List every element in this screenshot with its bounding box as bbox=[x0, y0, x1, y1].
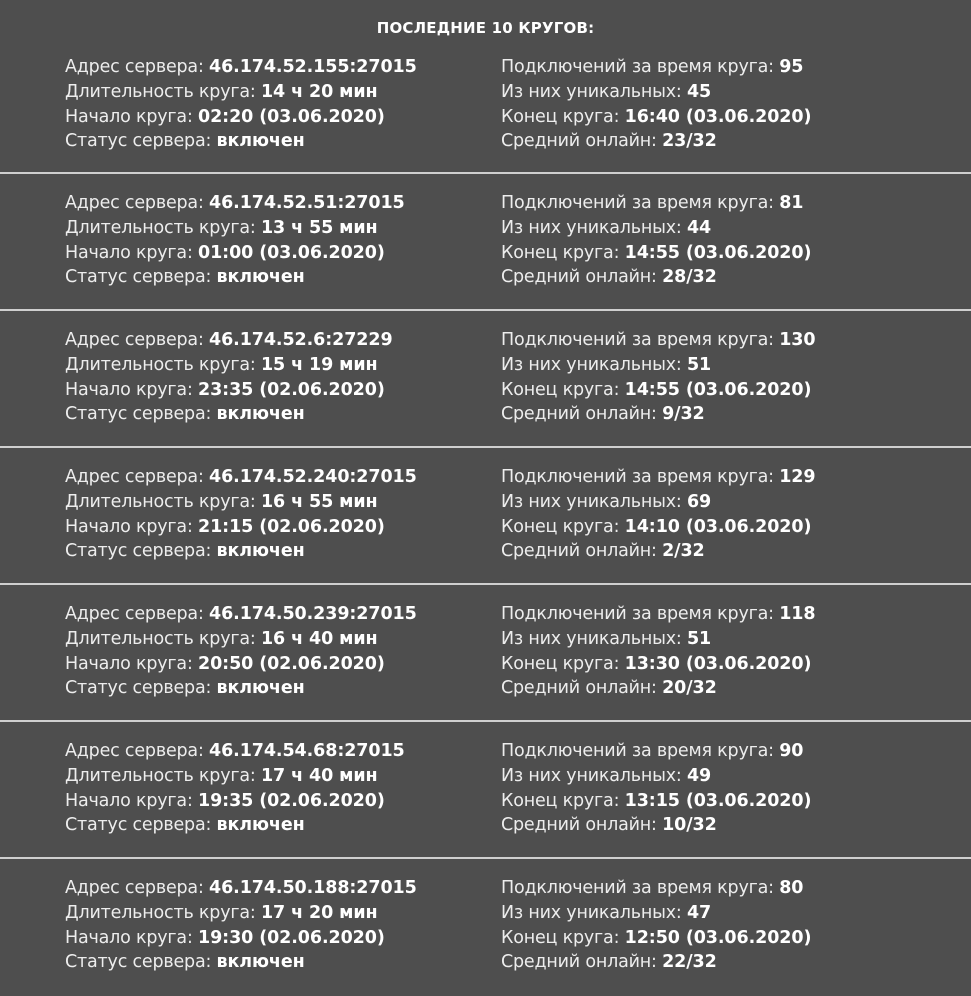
round-connections-label: Подключений за время круга: bbox=[501, 878, 780, 898]
round-end-label: Конец круга: bbox=[501, 927, 625, 948]
round-start-value: 19:30 (02.06.2020) bbox=[198, 927, 385, 948]
round-connections-row bbox=[501, 328, 815, 353]
round-duration-label: Длительность круга: bbox=[65, 491, 261, 512]
round-connections-row bbox=[501, 602, 815, 627]
round-unique-value: 51 bbox=[686, 354, 712, 375]
round-duration-row bbox=[65, 80, 417, 105]
round-unique-value: 49 bbox=[686, 765, 712, 786]
round-status-row bbox=[65, 129, 417, 154]
round-address-row bbox=[65, 191, 405, 216]
round-end-label: Конец круга: bbox=[501, 653, 625, 674]
round-connections-label: Подключений за время круга: bbox=[501, 57, 780, 77]
round-connections-value: 118 bbox=[779, 604, 816, 624]
round-status-row bbox=[65, 265, 405, 290]
round-address-row bbox=[65, 602, 417, 627]
round-unique-value: 44 bbox=[686, 217, 712, 238]
round-avg-online-value: 10/32 bbox=[662, 815, 717, 836]
round-status-value: включен bbox=[216, 678, 305, 699]
round-duration-value: 16 ч 55 мин bbox=[260, 491, 378, 512]
round-end-row bbox=[501, 105, 811, 130]
round-unique-row bbox=[501, 627, 815, 652]
round-address-label: Адрес сервера: bbox=[65, 330, 209, 350]
round-end-row bbox=[501, 378, 815, 403]
round-address-value: 46.174.54.68:27015 bbox=[209, 741, 405, 761]
round-left-column bbox=[65, 602, 417, 701]
round-unique-label: Из них уникальных: bbox=[501, 491, 687, 512]
round-avg-online-value: 9/32 bbox=[662, 404, 705, 425]
round-address-row bbox=[65, 465, 417, 490]
round-left-column bbox=[65, 328, 393, 427]
round-status-value: включен bbox=[216, 815, 305, 836]
rounds-list bbox=[0, 48, 971, 996]
round-unique-row bbox=[501, 80, 811, 105]
round-unique-value: 69 bbox=[686, 491, 712, 512]
round-left-column bbox=[65, 739, 405, 838]
round-status-value: включен bbox=[216, 404, 305, 425]
round-duration-value: 16 ч 40 мин bbox=[260, 628, 378, 649]
round-address-label: Адрес сервера: bbox=[65, 467, 209, 487]
round-end-label: Конец круга: bbox=[501, 516, 625, 537]
round-end-value: 13:15 (03.06.2020) bbox=[624, 790, 812, 811]
round-end-value: 14:55 (03.06.2020) bbox=[624, 379, 812, 400]
round-status-label: Статус сервера: bbox=[65, 404, 217, 425]
round-start-label: Начало круга: bbox=[65, 790, 199, 811]
round-address-label: Адрес сервера: bbox=[65, 741, 209, 761]
round-status-row bbox=[65, 539, 417, 564]
round-address-value: 46.174.52.155:27015 bbox=[209, 57, 417, 77]
round-right-column bbox=[501, 191, 811, 290]
round-connections-label: Подключений за время круга: bbox=[501, 741, 780, 761]
round-end-row bbox=[501, 652, 815, 677]
round-item bbox=[0, 174, 971, 311]
round-item bbox=[0, 585, 971, 722]
round-connections-row bbox=[501, 465, 815, 490]
round-end-label: Конец круга: bbox=[501, 106, 625, 127]
round-avg-online-value: 22/32 bbox=[662, 952, 717, 973]
round-right-column bbox=[501, 876, 811, 975]
round-connections-value: 130 bbox=[779, 330, 816, 350]
round-start-value: 01:00 (03.06.2020) bbox=[198, 242, 385, 263]
round-connections-value: 81 bbox=[779, 193, 804, 213]
page-title: ПОСЛЕДНИЕ 10 КРУГОВ: bbox=[376, 19, 595, 37]
round-connections-label: Подключений за время круга: bbox=[501, 467, 780, 487]
round-duration-value: 13 ч 55 мин bbox=[260, 217, 378, 238]
round-end-label: Конец круга: bbox=[501, 379, 625, 400]
round-status-label: Статус сервера: bbox=[65, 267, 217, 288]
round-left-column bbox=[65, 55, 417, 154]
round-address-label: Адрес сервера: bbox=[65, 604, 209, 624]
round-unique-row bbox=[501, 490, 815, 515]
round-address-value: 46.174.52.240:27015 bbox=[209, 467, 417, 487]
round-status-row bbox=[65, 402, 393, 427]
round-status-row bbox=[65, 676, 417, 701]
round-address-row bbox=[65, 55, 417, 80]
round-avg-online-value: 23/32 bbox=[662, 131, 717, 152]
round-start-value: 23:35 (02.06.2020) bbox=[198, 379, 385, 400]
round-end-row bbox=[501, 515, 815, 540]
round-item bbox=[0, 722, 971, 859]
round-connections-value: 80 bbox=[779, 878, 804, 898]
round-status-value: включен bbox=[216, 952, 305, 973]
round-avg-online-value: 2/32 bbox=[662, 541, 705, 562]
round-start-row bbox=[65, 789, 405, 814]
round-unique-value: 51 bbox=[686, 628, 712, 649]
round-start-row bbox=[65, 652, 417, 677]
round-status-label: Статус сервера: bbox=[65, 541, 217, 562]
round-start-row bbox=[65, 515, 417, 540]
round-start-row bbox=[65, 378, 393, 403]
round-avg-online-label: Средний онлайн: bbox=[501, 267, 663, 288]
round-connections-label: Подключений за время круга: bbox=[501, 604, 780, 624]
round-duration-row bbox=[65, 490, 417, 515]
round-duration-label: Длительность круга: bbox=[65, 217, 261, 238]
round-avg-online-label: Средний онлайн: bbox=[501, 678, 663, 699]
round-start-label: Начало круга: bbox=[65, 106, 199, 127]
round-duration-row bbox=[65, 901, 417, 926]
round-start-row bbox=[65, 926, 417, 951]
round-address-row bbox=[65, 328, 393, 353]
round-address-label: Адрес сервера: bbox=[65, 878, 209, 898]
round-address-label: Адрес сервера: bbox=[65, 193, 209, 213]
round-unique-label: Из них уникальных: bbox=[501, 765, 687, 786]
round-unique-row bbox=[501, 353, 815, 378]
round-avg-online-row bbox=[501, 950, 811, 975]
round-right-column bbox=[501, 55, 811, 154]
round-avg-online-value: 28/32 bbox=[662, 267, 717, 288]
round-connections-row bbox=[501, 55, 811, 80]
round-duration-label: Длительность круга: bbox=[65, 81, 261, 102]
round-right-column bbox=[501, 739, 811, 838]
round-avg-online-label: Средний онлайн: bbox=[501, 131, 663, 152]
round-start-row bbox=[65, 241, 405, 266]
round-unique-row bbox=[501, 216, 811, 241]
round-left-column bbox=[65, 876, 417, 975]
round-duration-row bbox=[65, 216, 405, 241]
round-avg-online-row bbox=[501, 129, 811, 154]
round-duration-row bbox=[65, 353, 393, 378]
round-start-label: Начало круга: bbox=[65, 379, 199, 400]
round-address-value: 46.174.52.51:27015 bbox=[209, 193, 405, 213]
round-duration-label: Длительность круга: bbox=[65, 354, 261, 375]
round-status-label: Статус сервера: bbox=[65, 815, 217, 836]
round-avg-online-label: Средний онлайн: bbox=[501, 404, 663, 425]
round-left-column bbox=[65, 191, 405, 290]
round-left-column bbox=[65, 465, 417, 564]
round-duration-value: 15 ч 19 мин bbox=[260, 354, 378, 375]
round-status-value: включен bbox=[216, 131, 305, 152]
round-avg-online-label: Средний онлайн: bbox=[501, 541, 663, 562]
round-duration-row bbox=[65, 764, 405, 789]
round-duration-row bbox=[65, 627, 417, 652]
round-connections-label: Подключений за время круга: bbox=[501, 330, 780, 350]
round-unique-value: 45 bbox=[686, 81, 712, 102]
round-duration-value: 17 ч 20 мин bbox=[260, 902, 378, 923]
round-end-row bbox=[501, 241, 811, 266]
round-end-value: 12:50 (03.06.2020) bbox=[624, 927, 812, 948]
round-unique-label: Из них уникальных: bbox=[501, 628, 687, 649]
round-end-value: 13:30 (03.06.2020) bbox=[624, 653, 812, 674]
round-item bbox=[0, 48, 971, 174]
round-status-row bbox=[65, 950, 417, 975]
round-start-label: Начало круга: bbox=[65, 516, 199, 537]
round-right-column bbox=[501, 602, 815, 701]
round-unique-row bbox=[501, 901, 811, 926]
round-address-value: 46.174.50.239:27015 bbox=[209, 604, 417, 624]
round-address-value: 46.174.50.188:27015 bbox=[209, 878, 417, 898]
round-status-row bbox=[65, 813, 405, 838]
round-end-row bbox=[501, 926, 811, 951]
round-end-value: 16:40 (03.06.2020) bbox=[624, 106, 812, 127]
round-connections-value: 95 bbox=[779, 57, 804, 77]
round-address-label: Адрес сервера: bbox=[65, 57, 209, 77]
round-duration-label: Длительность круга: bbox=[65, 765, 261, 786]
round-unique-label: Из них уникальных: bbox=[501, 902, 687, 923]
round-unique-label: Из них уникальных: bbox=[501, 354, 687, 375]
round-address-row bbox=[65, 739, 405, 764]
round-connections-value: 129 bbox=[779, 467, 816, 487]
round-start-label: Начало круга: bbox=[65, 927, 199, 948]
round-end-label: Конец круга: bbox=[501, 242, 625, 263]
round-item bbox=[0, 448, 971, 585]
round-status-value: включен bbox=[216, 267, 305, 288]
round-start-label: Начало круга: bbox=[65, 242, 199, 263]
round-status-label: Статус сервера: bbox=[65, 131, 217, 152]
round-item bbox=[0, 311, 971, 448]
round-unique-label: Из них уникальных: bbox=[501, 81, 687, 102]
round-duration-value: 14 ч 20 мин bbox=[260, 81, 378, 102]
round-end-value: 14:10 (03.06.2020) bbox=[624, 516, 812, 537]
round-avg-online-row bbox=[501, 676, 815, 701]
round-right-column bbox=[501, 328, 815, 427]
round-connections-value: 90 bbox=[779, 741, 804, 761]
round-unique-row bbox=[501, 764, 811, 789]
round-unique-label: Из них уникальных: bbox=[501, 217, 687, 238]
round-start-value: 20:50 (02.06.2020) bbox=[198, 653, 385, 674]
round-status-label: Статус сервера: bbox=[65, 952, 217, 973]
round-avg-online-label: Средний онлайн: bbox=[501, 815, 663, 836]
round-avg-online-label: Средний онлайн: bbox=[501, 952, 663, 973]
round-item bbox=[0, 859, 971, 996]
round-avg-online-row bbox=[501, 402, 815, 427]
round-duration-label: Длительность круга: bbox=[65, 902, 261, 923]
round-connections-label: Подключений за время круга: bbox=[501, 193, 780, 213]
round-connections-row bbox=[501, 191, 811, 216]
round-avg-online-row bbox=[501, 539, 815, 564]
round-start-label: Начало круга: bbox=[65, 653, 199, 674]
round-end-value: 14:55 (03.06.2020) bbox=[624, 242, 812, 263]
round-end-row bbox=[501, 789, 811, 814]
round-status-value: включен bbox=[216, 541, 305, 562]
round-start-value: 02:20 (03.06.2020) bbox=[198, 106, 385, 127]
round-status-label: Статус сервера: bbox=[65, 678, 217, 699]
round-end-label: Конец круга: bbox=[501, 790, 625, 811]
round-right-column bbox=[501, 465, 815, 564]
round-avg-online-row bbox=[501, 813, 811, 838]
round-start-value: 19:35 (02.06.2020) bbox=[198, 790, 385, 811]
round-avg-online-row bbox=[501, 265, 811, 290]
round-connections-row bbox=[501, 739, 811, 764]
round-connections-row bbox=[501, 876, 811, 901]
round-start-row bbox=[65, 105, 417, 130]
round-address-row bbox=[65, 876, 417, 901]
round-avg-online-value: 20/32 bbox=[662, 678, 717, 699]
round-duration-label: Длительность круга: bbox=[65, 628, 261, 649]
round-unique-value: 47 bbox=[686, 902, 712, 923]
round-address-value: 46.174.52.6:27229 bbox=[209, 330, 393, 350]
round-start-value: 21:15 (02.06.2020) bbox=[198, 516, 385, 537]
round-duration-value: 17 ч 40 мин bbox=[260, 765, 378, 786]
